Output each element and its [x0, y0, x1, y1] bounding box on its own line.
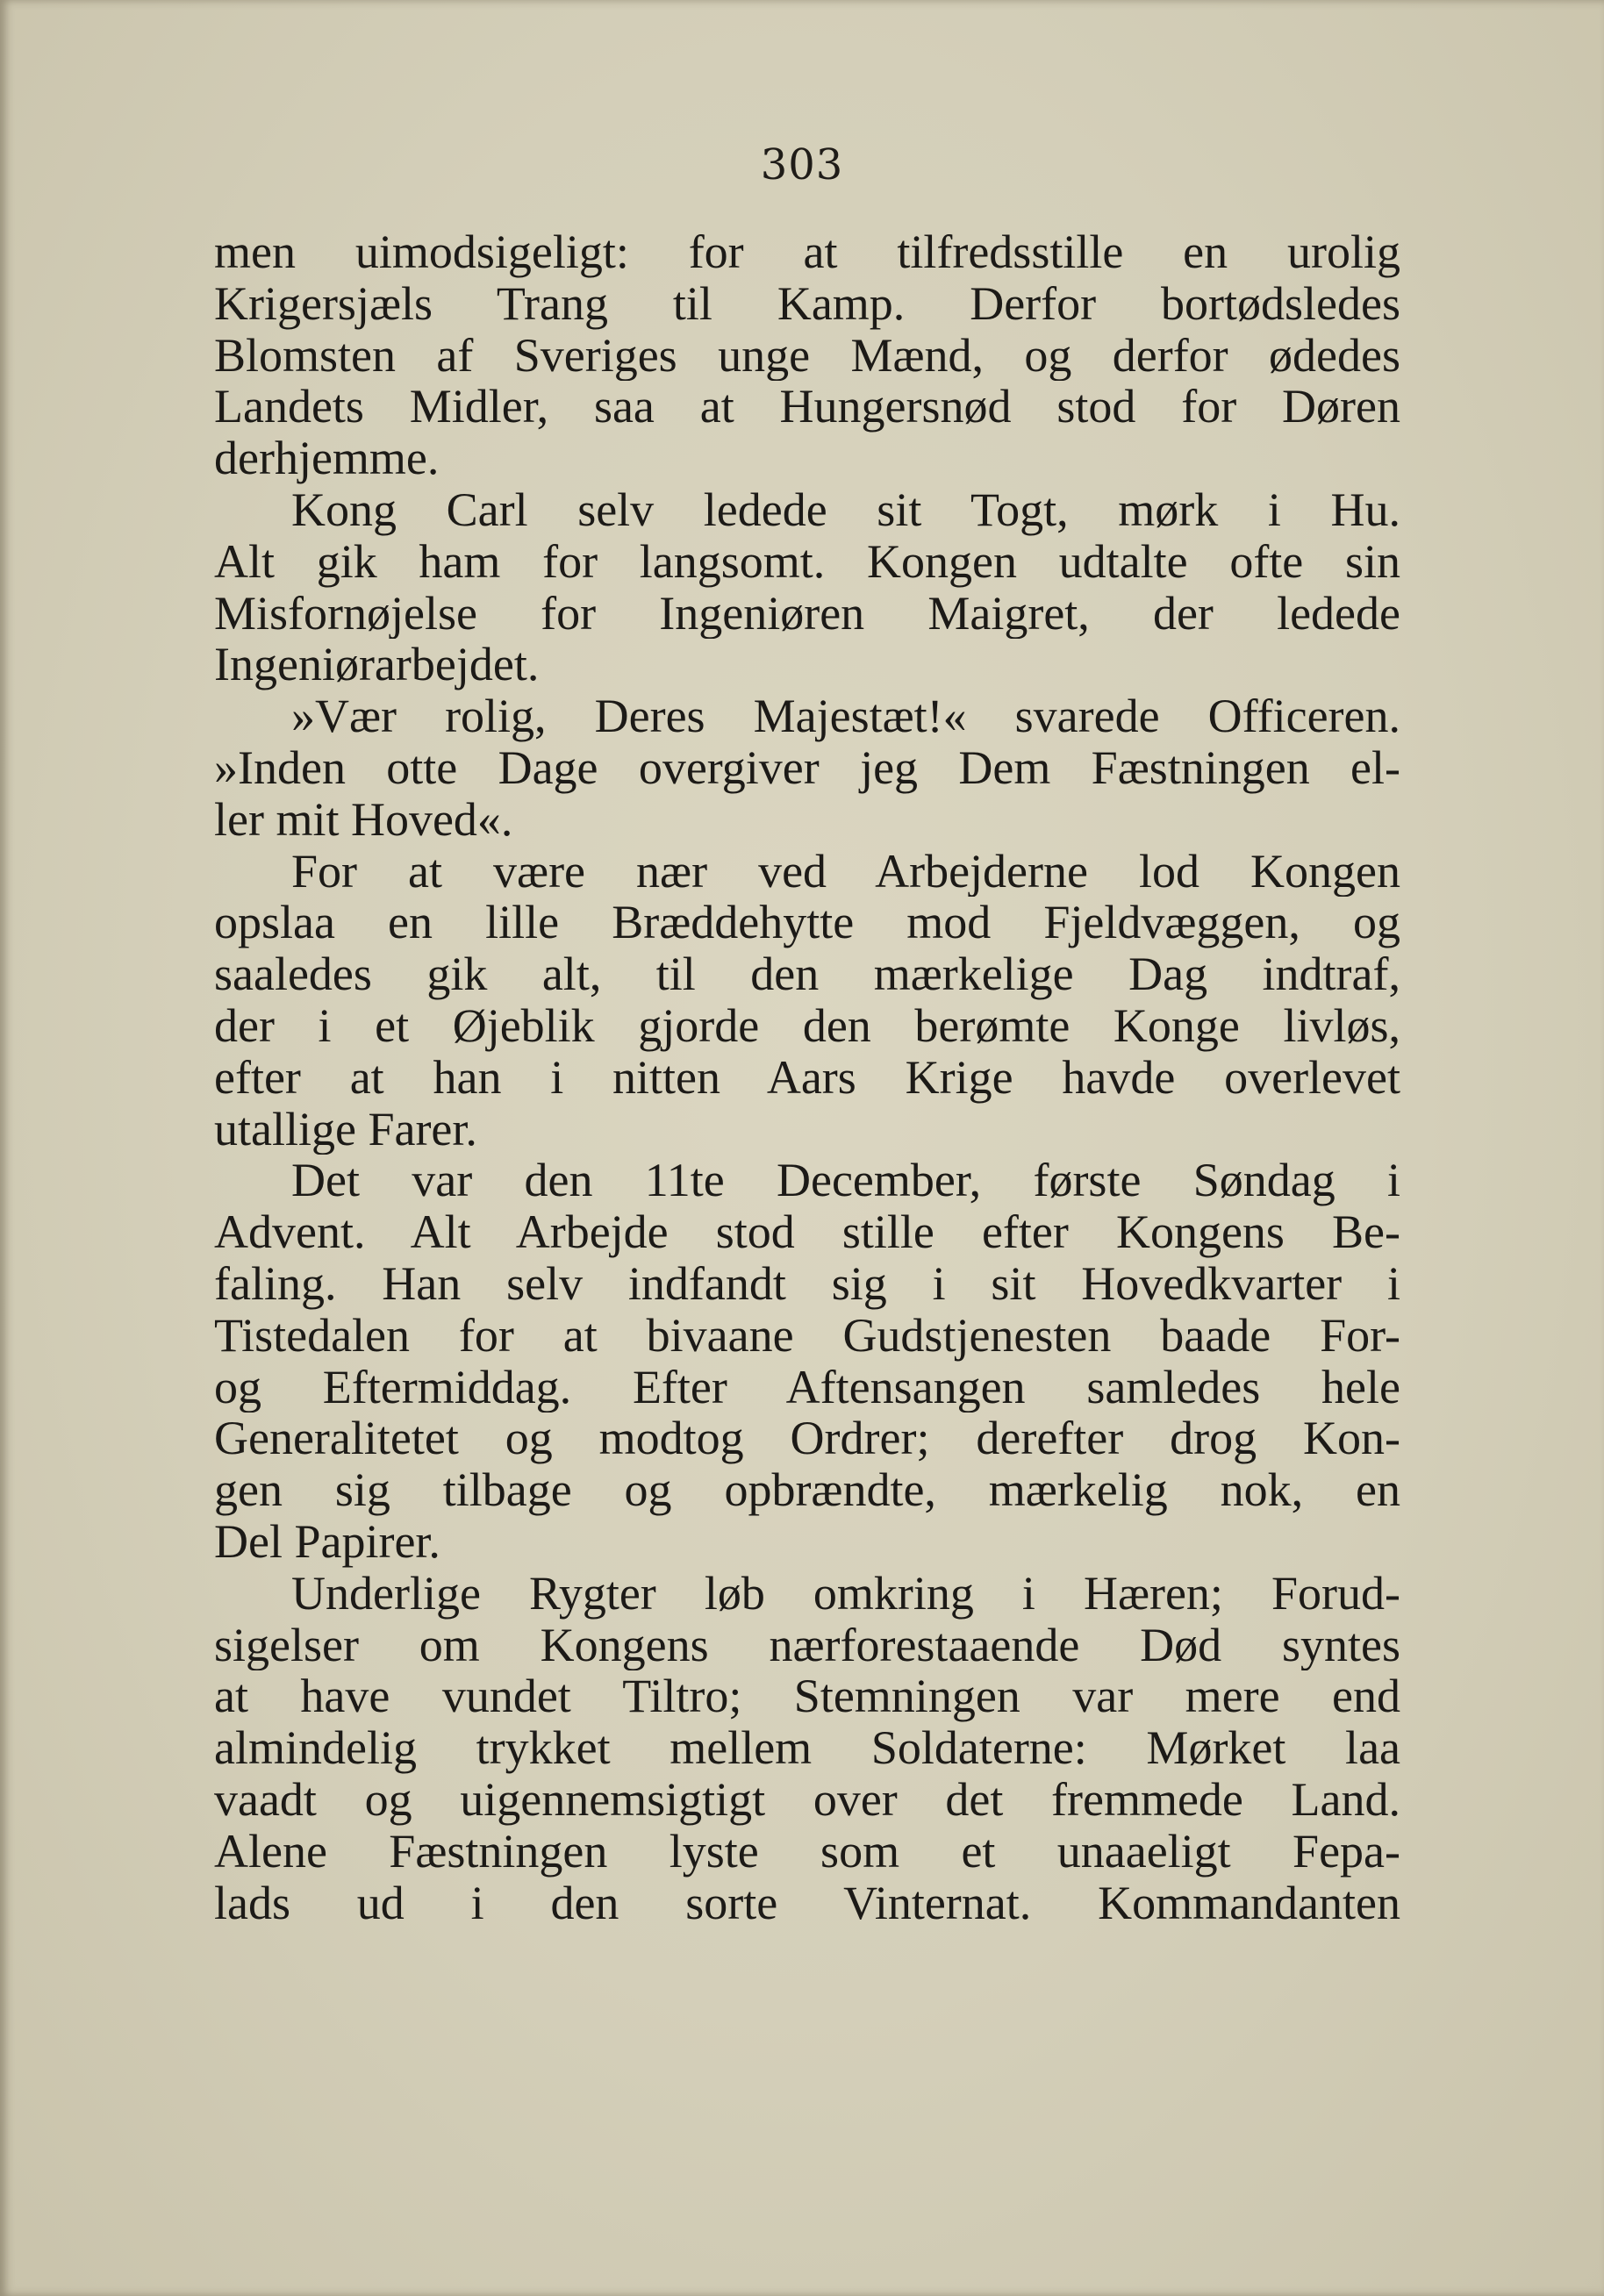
text-line: »Vær rolig, Deres Majestæt!« svarede Officeren. [291, 690, 1400, 742]
text-line: Blomsten af Sveriges unge Mænd, og derfor ødedes [214, 329, 1400, 382]
text-line: utallige Farer. [214, 1103, 477, 1155]
text-line: vaadt og uigennemsigtigt over det fremmede Land. [214, 1773, 1400, 1826]
text-line: Alt gik ham for langsomt. Kongen udtalte ofte sin [214, 535, 1400, 588]
text-line: efter at han i nitten Aars Krige havde overlevet [214, 1051, 1400, 1104]
text-line: opslaa en lille Bræddehytte mod Fjeldvæggen, og [214, 897, 1400, 949]
text-line: der i et Øjeblik gjorde den berømte Konge livløs, [214, 999, 1400, 1052]
text-line: lads ud i den sorte Vinternat. Kommandanten [214, 1877, 1400, 1929]
body-text [214, 226, 1400, 1928]
text-line: almindelig trykket mellem Soldaterne: Mørket laa [214, 1722, 1400, 1774]
text-line: Landets Midler, saa at Hungersnød stod for Døren [214, 381, 1400, 433]
text-line: Alene Fæstningen lyste som et unaaeligt Fepa- [214, 1825, 1400, 1878]
text-line: Kong Carl selv ledede sit Togt, mørk i Hu. [291, 483, 1400, 536]
text-line: saaledes gik alt, til den mærkelige Dag indtraf, [214, 948, 1400, 1000]
text-line: Misfornøjelse for Ingeniøren Maigret, der ledede [214, 587, 1400, 640]
text-line: ler mit Hoved«. [214, 793, 513, 846]
page-number: 303 [760, 140, 844, 190]
text-line: Underlige Rygter løb omkring i Hæren; Forud- [291, 1567, 1400, 1620]
text-line: og Eftermiddag. Efter Aftensangen samledes hele [214, 1361, 1400, 1413]
text-line: Del Papirer. [214, 1515, 440, 1568]
text-line: »Inden otte Dage overgiver jeg Dem Fæstningen el- [214, 741, 1400, 794]
text-line: sigelser om Kongens nærforestaaende Død syntes [214, 1619, 1400, 1671]
text-line: For at være nær ved Arbejderne lod Kongen [291, 845, 1400, 898]
text-line: at have vundet Tiltro; Stemningen var mere end [214, 1670, 1400, 1723]
text-line: Det var den 11te December, første Søndag i [291, 1155, 1400, 1207]
text-line: men uimodsigeligt: for at tilfredsstille en urolig [214, 226, 1400, 278]
text-line: faling. Han selv indfandt sig i sit Hovedkvarter i [214, 1257, 1400, 1310]
text-line: Krigersjæls Trang til Kamp. Derfor bortødsledes [214, 277, 1400, 330]
text-line: Advent. Alt Arbejde stod stille efter Kongens Be- [214, 1206, 1400, 1258]
text-line: derhjemme. [214, 433, 440, 484]
text-line: Generalitetet og modtog Ordrer; derefter drog Kon- [214, 1413, 1400, 1465]
text-line: Tistedalen for at bivaane Gudstjenesten baade For- [214, 1309, 1400, 1362]
text-line: gen sig tilbage og opbrændte, mærkelig nok, en [214, 1464, 1400, 1516]
text-line: Ingeniørarbejdet. [214, 639, 540, 691]
